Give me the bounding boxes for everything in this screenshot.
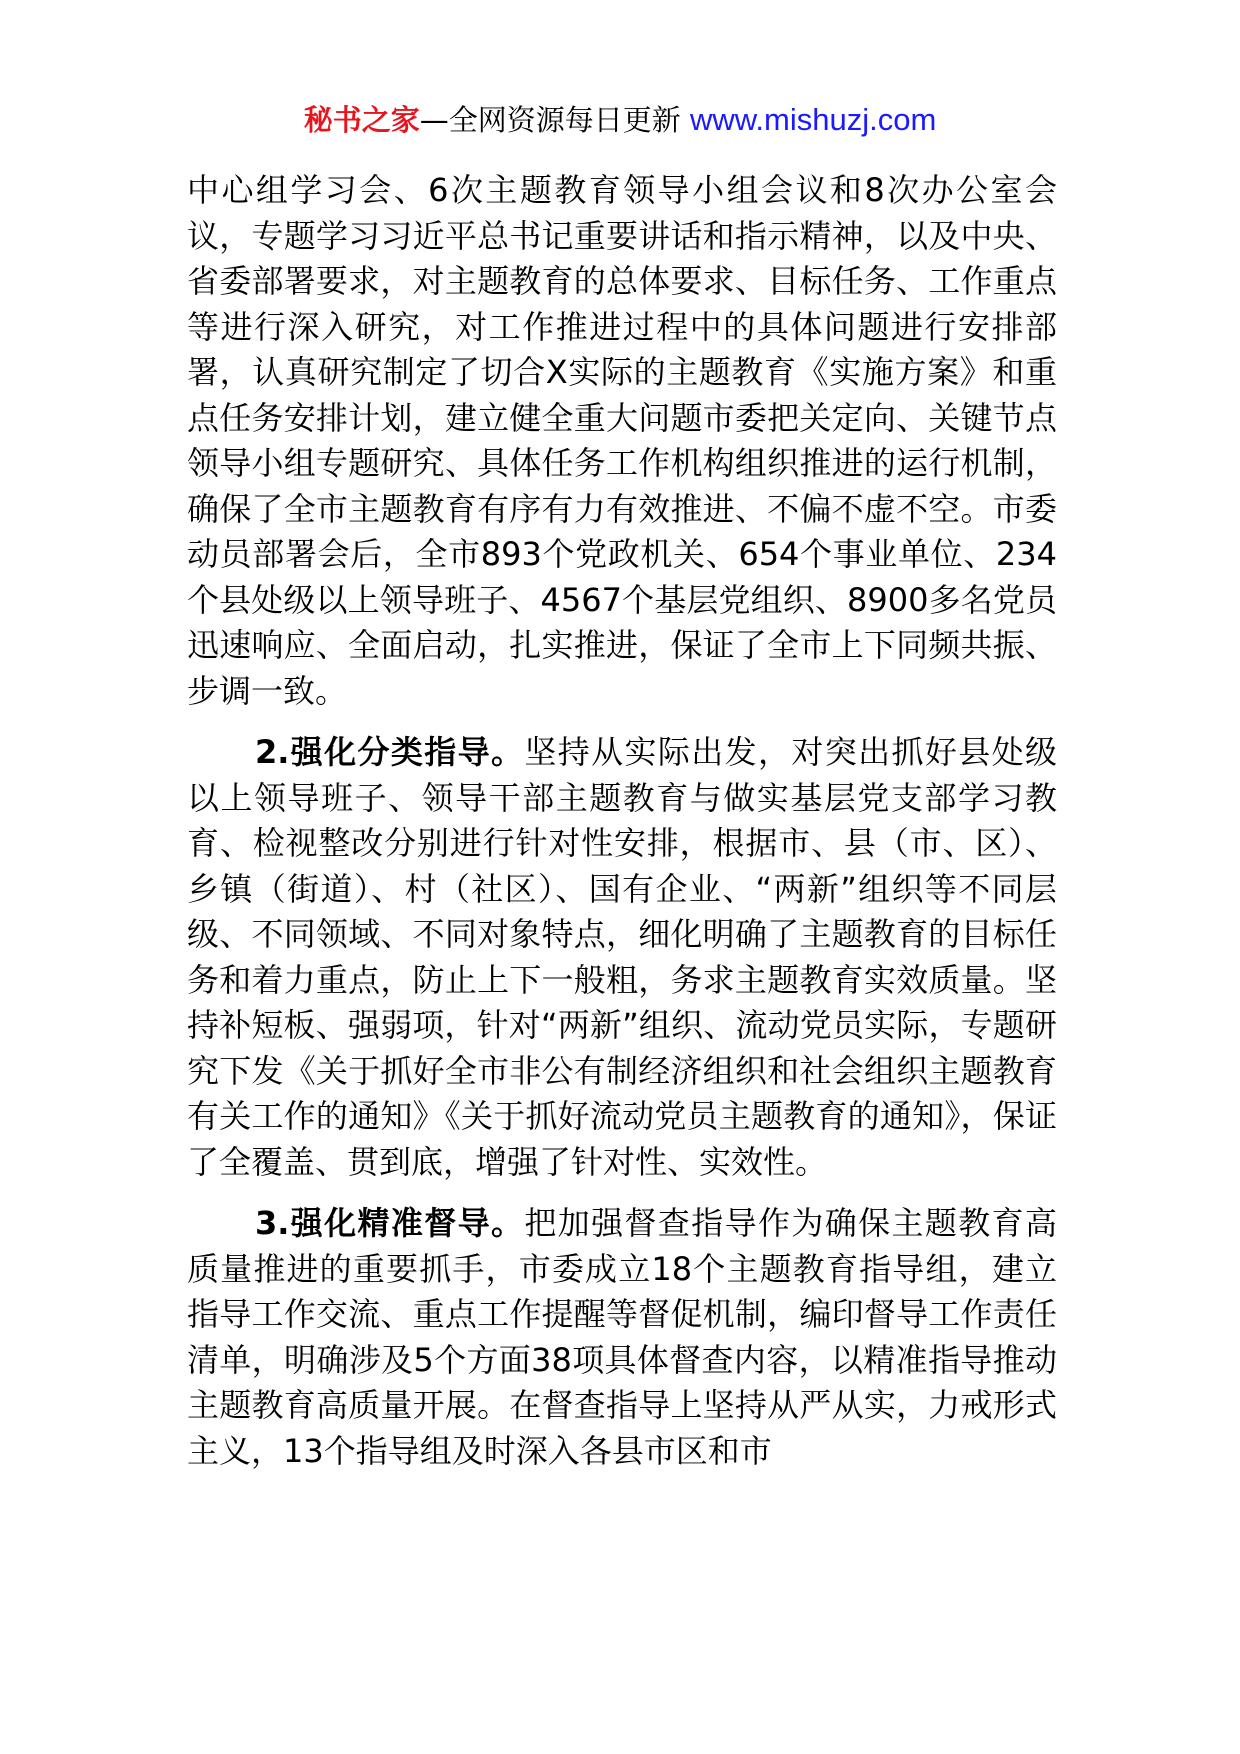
paragraph-heading: 2.强化分类指导。 bbox=[255, 733, 525, 771]
paragraph-text: 把加强督查指导作为确保主题教育高质量推进的重要抓手，市委成立18个主题教育指导组，建立指导工作交流、重点工作提醒等督促机制，编印督导工作责任清单，明确涉及5个方面38项具体督查内容，以精准指导推动主题教育高质量开展。在督查指导上坚持从严从实，力戒形式主义，13个指导组及时深入各县市区和市 bbox=[187, 1204, 1057, 1470]
site-url-link[interactable]: www.mishuzj.com bbox=[689, 102, 937, 137]
paragraph-heading: 3.强化精准督导。 bbox=[255, 1204, 525, 1242]
paragraph-text: 中心组学习会、6次主题教育领导小组会议和8次办公室会议，专题学习习近平总书记重要讲话和指示精神，以及中央、省委部署要求，对主题教育的总体要求、目标任务、工作重点等进行深入研究，对工作推进过程中的具体问题进行安排部署，认真研究制定了切合X实际的主题教育《实施方案》和重点任务安排计划，建立健全重大问题市委把关定向、关键节点领导小组专题研究、具体任务工作机构组织推进的运行机制，确保了全市主题教育有序有力有效推进、不偏不虚不空。市委动员部署会后，全市893个党政机关、654个事业单位、234个县处级以上领导班子、4567个基层党组织、8900多名党员迅速响应、全面启动，扎实推进，保证了全市上下同频共振、步调一致。 bbox=[187, 171, 1057, 710]
paragraph-precise-supervision bbox=[187, 1201, 1057, 1474]
paragraph-continued bbox=[187, 168, 1057, 714]
paragraph-classified-guidance bbox=[187, 730, 1057, 1185]
brand-name: 秘书之家 bbox=[303, 103, 420, 137]
paragraph-text: 坚持从实际出发，对突出抓好县处级以上领导班子、领导干部主题教育与做实基层党支部学习教育、检视整改分别进行针对性安排，根据市、县（市、区）、乡镇（街道）、村（社区）、国有企业、“两新”组织等不同层级、不同领域、不同对象特点，细化明确了主题教育的目标任务和着力重点，防止上下一般粗，务求主题教育实效质量。坚持补短板、强弱项，针对“两新”组织、流动党员实际，专题研究下发《关于抓好全市非公有制经济组织和社会组织主题教育有关工作的通知》《关于抓好流动党员主题教育的通知》，保证了全覆盖、贯到底，增强了针对性、实效性。 bbox=[187, 733, 1057, 1181]
header-tagline: —全网资源每日更新 bbox=[419, 103, 690, 137]
document-body bbox=[187, 168, 1057, 1474]
site-header bbox=[0, 100, 1240, 140]
